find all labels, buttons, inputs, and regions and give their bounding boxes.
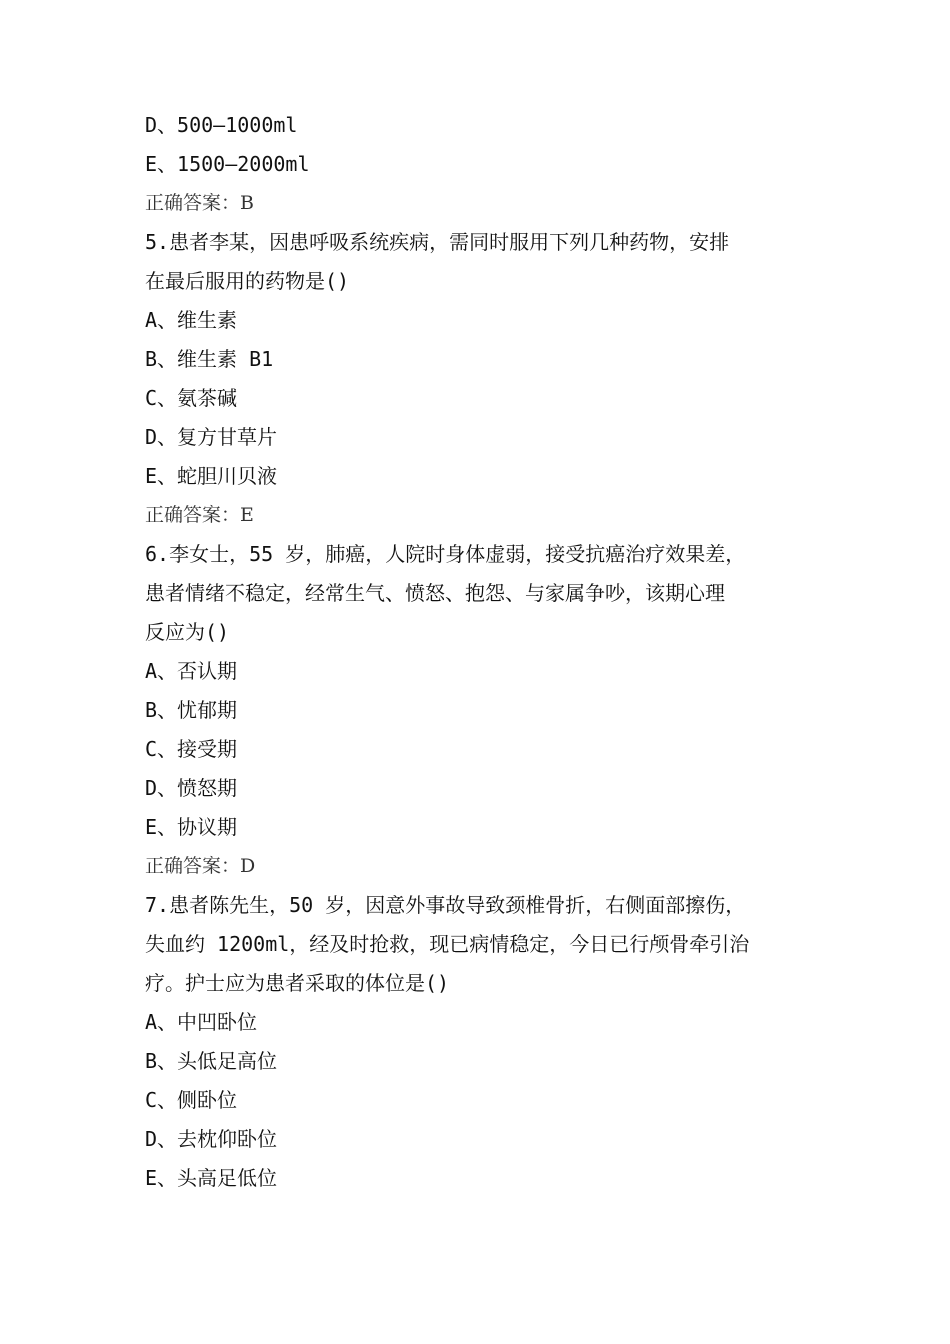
option-a: A、维生素: [145, 308, 238, 332]
question-6: [145, 535, 825, 886]
option-d: D、复方甘草片: [145, 425, 278, 449]
question-stem-line: 疗。护士应为患者采取的体位是(): [145, 971, 450, 995]
question-stem-line: 反应为(): [145, 620, 230, 644]
option-d: D、愤怒期: [145, 776, 238, 800]
option-a: A、中凹卧位: [145, 1010, 258, 1034]
option-e: E、蛇胆川贝液: [145, 464, 278, 488]
option-c: C、接受期: [145, 737, 238, 761]
question-stem-line: 在最后服用的药物是(): [145, 269, 350, 293]
correct-answer: 正确答案：B: [145, 192, 254, 214]
question-stem-line: 5.患者李某，因患呼吸系统疾病，需同时服用下列几种药物，安排: [145, 230, 730, 254]
option-e: E、协议期: [145, 815, 238, 839]
question-stem-line: 患者情绪不稳定，经常生气、愤怒、抱怨、与家属争吵，该期心理: [145, 581, 725, 605]
option-a: A、否认期: [145, 659, 238, 683]
option-b: B、维生素 B1: [145, 347, 274, 371]
question-stem-line: 6.李女士，55 岁，肺癌，人院时身体虚弱，接受抗癌治疗效果差，: [145, 542, 746, 566]
option-e: E、1500—2000ml: [145, 152, 310, 176]
page-content: [145, 106, 825, 1198]
option-c: C、氨茶碱: [145, 386, 238, 410]
question-7: [145, 886, 825, 1198]
correct-answer: 正确答案：D: [145, 855, 256, 877]
option-b: B、头低足高位: [145, 1049, 278, 1073]
option-d: D、500—1000ml: [145, 113, 298, 137]
question-stem-line: 7.患者陈先生，50 岁，因意外事故导致颈椎骨折，右侧面部擦伤，: [145, 893, 746, 917]
question-stem-line: 失血约 1200ml，经及时抢救，现已病情稳定，今日已行颅骨牵引治: [145, 932, 750, 956]
correct-answer: 正确答案：E: [145, 504, 254, 526]
option-e: E、头高足低位: [145, 1166, 278, 1190]
prev-question-block: [145, 106, 825, 223]
option-b: B、忧郁期: [145, 698, 238, 722]
option-c: C、侧卧位: [145, 1088, 238, 1112]
option-d: D、去枕仰卧位: [145, 1127, 278, 1151]
question-5: [145, 223, 825, 535]
